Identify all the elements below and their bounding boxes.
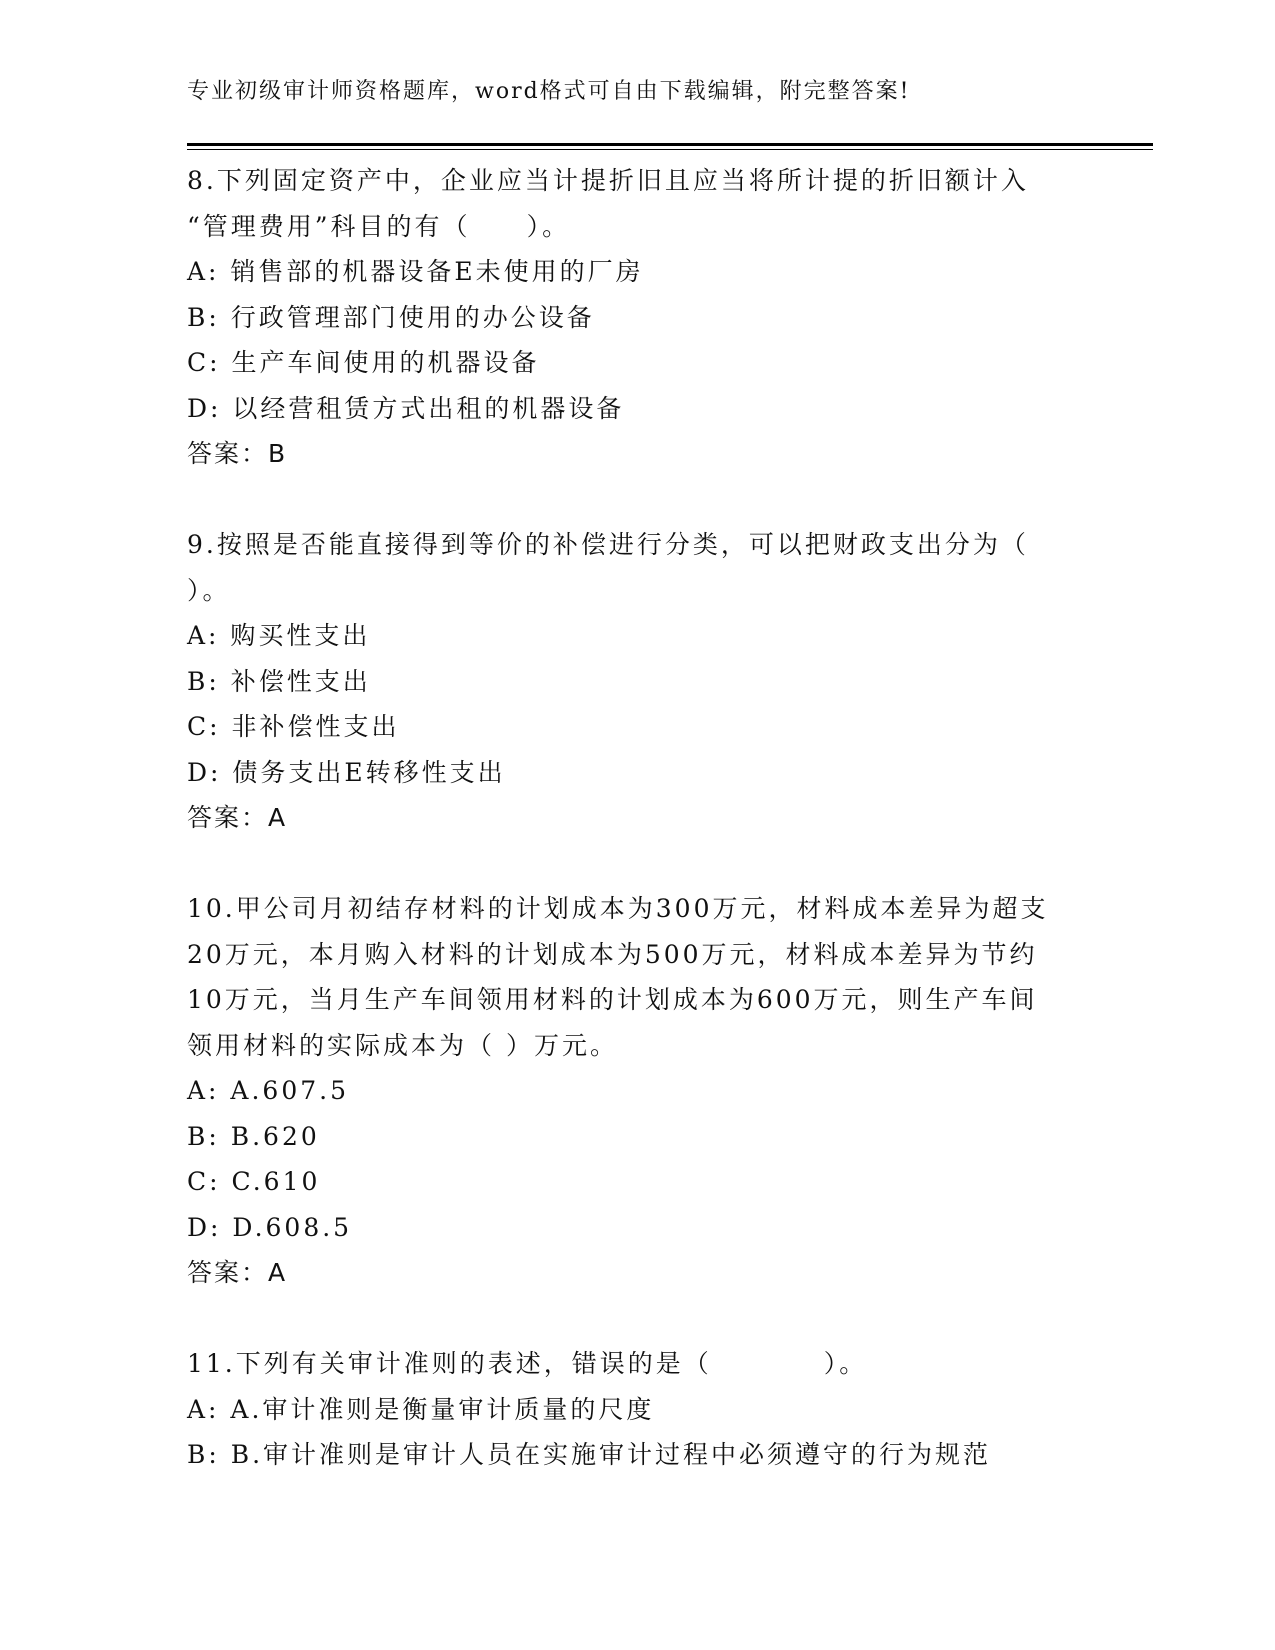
option-a: A: A.审计准则是衡量审计质量的尺度 <box>187 1394 655 1424</box>
question-stem: ）。 <box>187 575 231 605</box>
question-stem: 11.下列有关审计准则的表述，错误的是（ ）。 <box>187 1349 868 1378</box>
question-stem: 9.按照是否能直接得到等价的补偿进行分类，可以把财政支出分为（ <box>187 530 1029 559</box>
option-c: C: 非补偿性支出 <box>187 712 400 741</box>
question-stem: 20万元，本月购入材料的计划成本为500万元，材料成本差异为节约 <box>187 939 1038 969</box>
question-list <box>187 158 1087 1478</box>
option-d: D: 债务支出E转移性支出 <box>187 757 506 787</box>
question-stem: “管理费用”科目的有（ ）。 <box>187 211 571 241</box>
spacer <box>187 1296 1087 1342</box>
page-header: 专业初级审计师资格题库，word格式可自由下载编辑，附完整答案! <box>187 79 911 104</box>
question-block <box>187 886 1087 1296</box>
question-block <box>187 1341 1087 1478</box>
option-c: C: C.610 <box>187 1167 321 1196</box>
question-stem: 10万元，当月生产车间领用材料的计划成本为600万元，则生产车间 <box>187 985 1038 1014</box>
question-stem: 10.甲公司月初结存材料的计划成本为300万元，材料成本差异为超支 <box>187 894 1049 923</box>
header-rule-thin <box>187 149 1153 150</box>
question-block <box>187 158 1087 477</box>
answer-line: 答案：A <box>187 1258 288 1287</box>
option-b: B: 补偿性支出 <box>187 666 371 696</box>
option-b: B: B.620 <box>187 1121 320 1151</box>
option-b: B: B.审计准则是审计人员在实施审计过程中必须遵守的行为规范 <box>187 1440 992 1469</box>
answer-line: 答案：B <box>187 439 288 468</box>
option-a: A: A.607.5 <box>187 1076 349 1105</box>
option-c: C: 生产车间使用的机器设备 <box>187 348 540 377</box>
spacer <box>187 477 1087 523</box>
option-a: A: 购买性支出 <box>187 621 371 650</box>
option-b: B: 行政管理部门使用的办公设备 <box>187 302 595 332</box>
question-stem: 8.下列固定资产中，企业应当计提折旧且应当将所计提的折旧额计入 <box>187 166 1029 195</box>
header-rule-thick <box>187 143 1153 146</box>
option-d: D: 以经营租赁方式出租的机器设备 <box>187 393 625 423</box>
option-d: D: D.608.5 <box>187 1212 353 1242</box>
question-block <box>187 522 1087 841</box>
answer-line: 答案：A <box>187 803 288 832</box>
question-stem: 领用材料的实际成本为（ ）万元。 <box>187 1030 618 1060</box>
spacer <box>187 841 1087 887</box>
option-a: A: 销售部的机器设备E未使用的厂房 <box>187 257 644 286</box>
